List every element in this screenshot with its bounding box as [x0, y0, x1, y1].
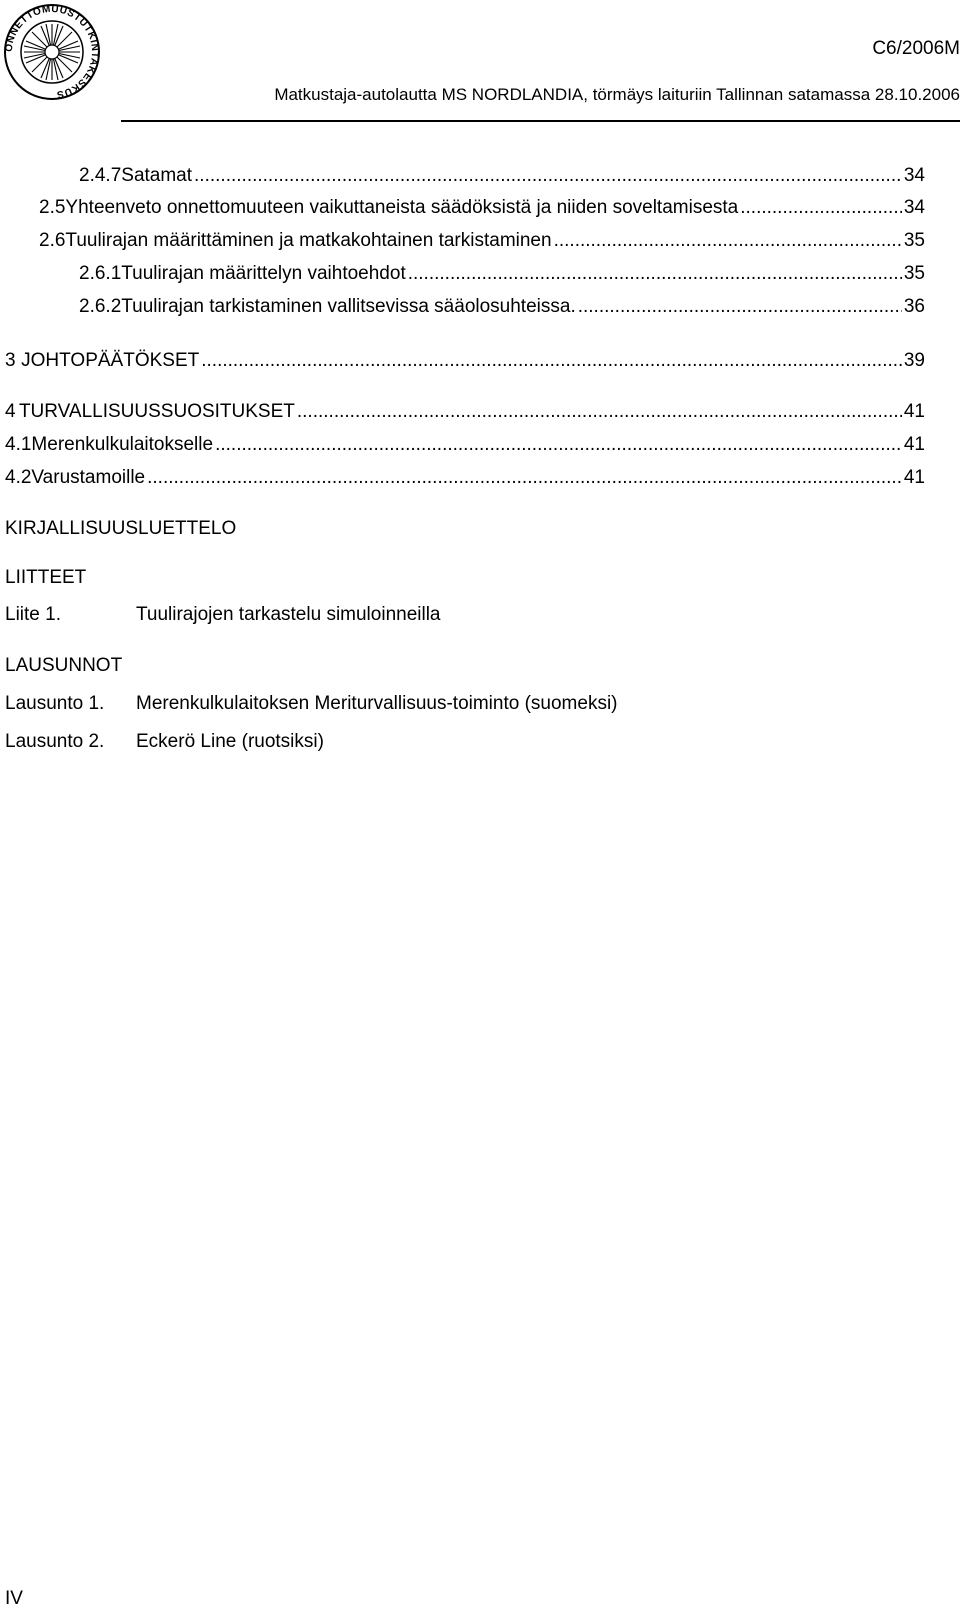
toc-entry-page: 34	[903, 197, 925, 218]
document-title: Matkustaja-autolautta MS NORDLANDIA, törmäys laituriin Tallinnan satamassa 28.10.2006	[274, 85, 960, 104]
toc-entry-page: 41	[903, 434, 925, 455]
toc-entry-page: 36	[903, 296, 925, 317]
statement-label: Lausunto 2.	[5, 731, 105, 752]
toc-entry-2-6-1[interactable]	[79, 263, 925, 289]
toc-entry-2-4-7[interactable]	[79, 165, 925, 191]
appendix-label: Liite 1.	[5, 604, 61, 625]
bibliography-heading: KIRJALLISUUSLUETTELO	[5, 518, 237, 539]
page-number: IV	[5, 1588, 23, 1609]
toc-entry-number: 2.6.1	[79, 263, 122, 284]
toc-entry-page: 35	[903, 263, 925, 284]
toc-entry-title: JOHTOPÄÄTÖKSET	[21, 350, 200, 371]
toc-entry-number: 2.5	[39, 197, 66, 218]
toc-entry-page: 41	[903, 401, 925, 422]
appendix-item[interactable]	[5, 604, 441, 626]
toc-entry-title: Yhteenveto onnettomuuteen vaikuttaneista säädöksistä ja niiden soveltamisesta	[65, 197, 739, 218]
toc-entry-2-5[interactable]	[39, 197, 925, 223]
toc-entry-2-6-2[interactable]	[79, 296, 925, 322]
toc-entry-number: 4	[5, 401, 16, 422]
header-divider	[121, 120, 960, 122]
toc-entry-page: 35	[903, 230, 925, 251]
appendix-title: Tuulirajojen tarkastelu simuloinneilla	[136, 604, 441, 625]
toc-entry-title: Tuulirajan määrittäminen ja matkakohtainen tarkistaminen	[65, 230, 552, 251]
toc-entry-title: Tuulirajan tarkistaminen vallitsevissa sääolosuhteissa.	[121, 296, 576, 317]
toc-entry-3[interactable]	[5, 350, 925, 376]
statement-title: Merenkulkulaitoksen Meriturvallisuus-toiminto (suomeksi)	[136, 693, 618, 714]
toc-dot-leader	[297, 401, 902, 423]
toc-entry-4[interactable]	[5, 401, 925, 427]
toc-entry-title: Satamat	[121, 165, 193, 186]
toc-dot-leader	[740, 197, 902, 219]
toc-entry-number: 2.4.7	[79, 165, 122, 186]
document-id: C6/2006M	[872, 38, 960, 59]
toc-entry-page: 39	[903, 350, 925, 371]
toc-dot-leader	[201, 350, 902, 372]
toc-entry-2-6[interactable]	[39, 230, 925, 256]
toc-entry-title: Varustamoille	[31, 467, 146, 488]
toc-dot-leader	[408, 263, 902, 285]
toc-entry-number: 3	[5, 350, 16, 371]
toc-entry-page: 34	[903, 165, 925, 186]
svg-text:ONNETTOMUUSTUTKINTAKESKUS: ONNETTOMUUSTUTKINTAKESKUS	[3, 3, 101, 100]
toc-entry-number: 4.1	[5, 434, 32, 455]
appendices-heading: LIITTEET	[5, 567, 87, 588]
toc-dot-leader	[554, 230, 902, 252]
toc-entry-4-1[interactable]	[5, 434, 925, 460]
toc-entry-title: Merenkulkulaitokselle	[31, 434, 214, 455]
toc-dot-leader	[147, 467, 902, 489]
statement-item[interactable]	[5, 693, 618, 715]
toc-entry-title: Tuulirajan määrittelyn vaihtoehdot	[121, 263, 406, 284]
toc-entry-number: 2.6	[39, 230, 66, 251]
toc-dot-leader	[578, 296, 902, 318]
statements-heading: LAUSUNNOT	[5, 655, 123, 676]
toc-dot-leader	[215, 434, 902, 456]
statement-title: Eckerö Line (ruotsiksi)	[136, 731, 324, 752]
statement-item[interactable]	[5, 731, 324, 753]
toc-dot-leader	[194, 165, 902, 187]
toc-entry-title: TURVALLISUUSSUOSITUKSET	[18, 401, 295, 422]
statement-label: Lausunto 1.	[5, 693, 105, 714]
toc-entry-number: 2.6.2	[79, 296, 122, 317]
toc-entry-page: 41	[903, 467, 925, 488]
toc-entry-number: 4.2	[5, 467, 32, 488]
toc-entry-4-2[interactable]	[5, 467, 925, 493]
accident-investigation-board-logo	[2, 2, 102, 102]
